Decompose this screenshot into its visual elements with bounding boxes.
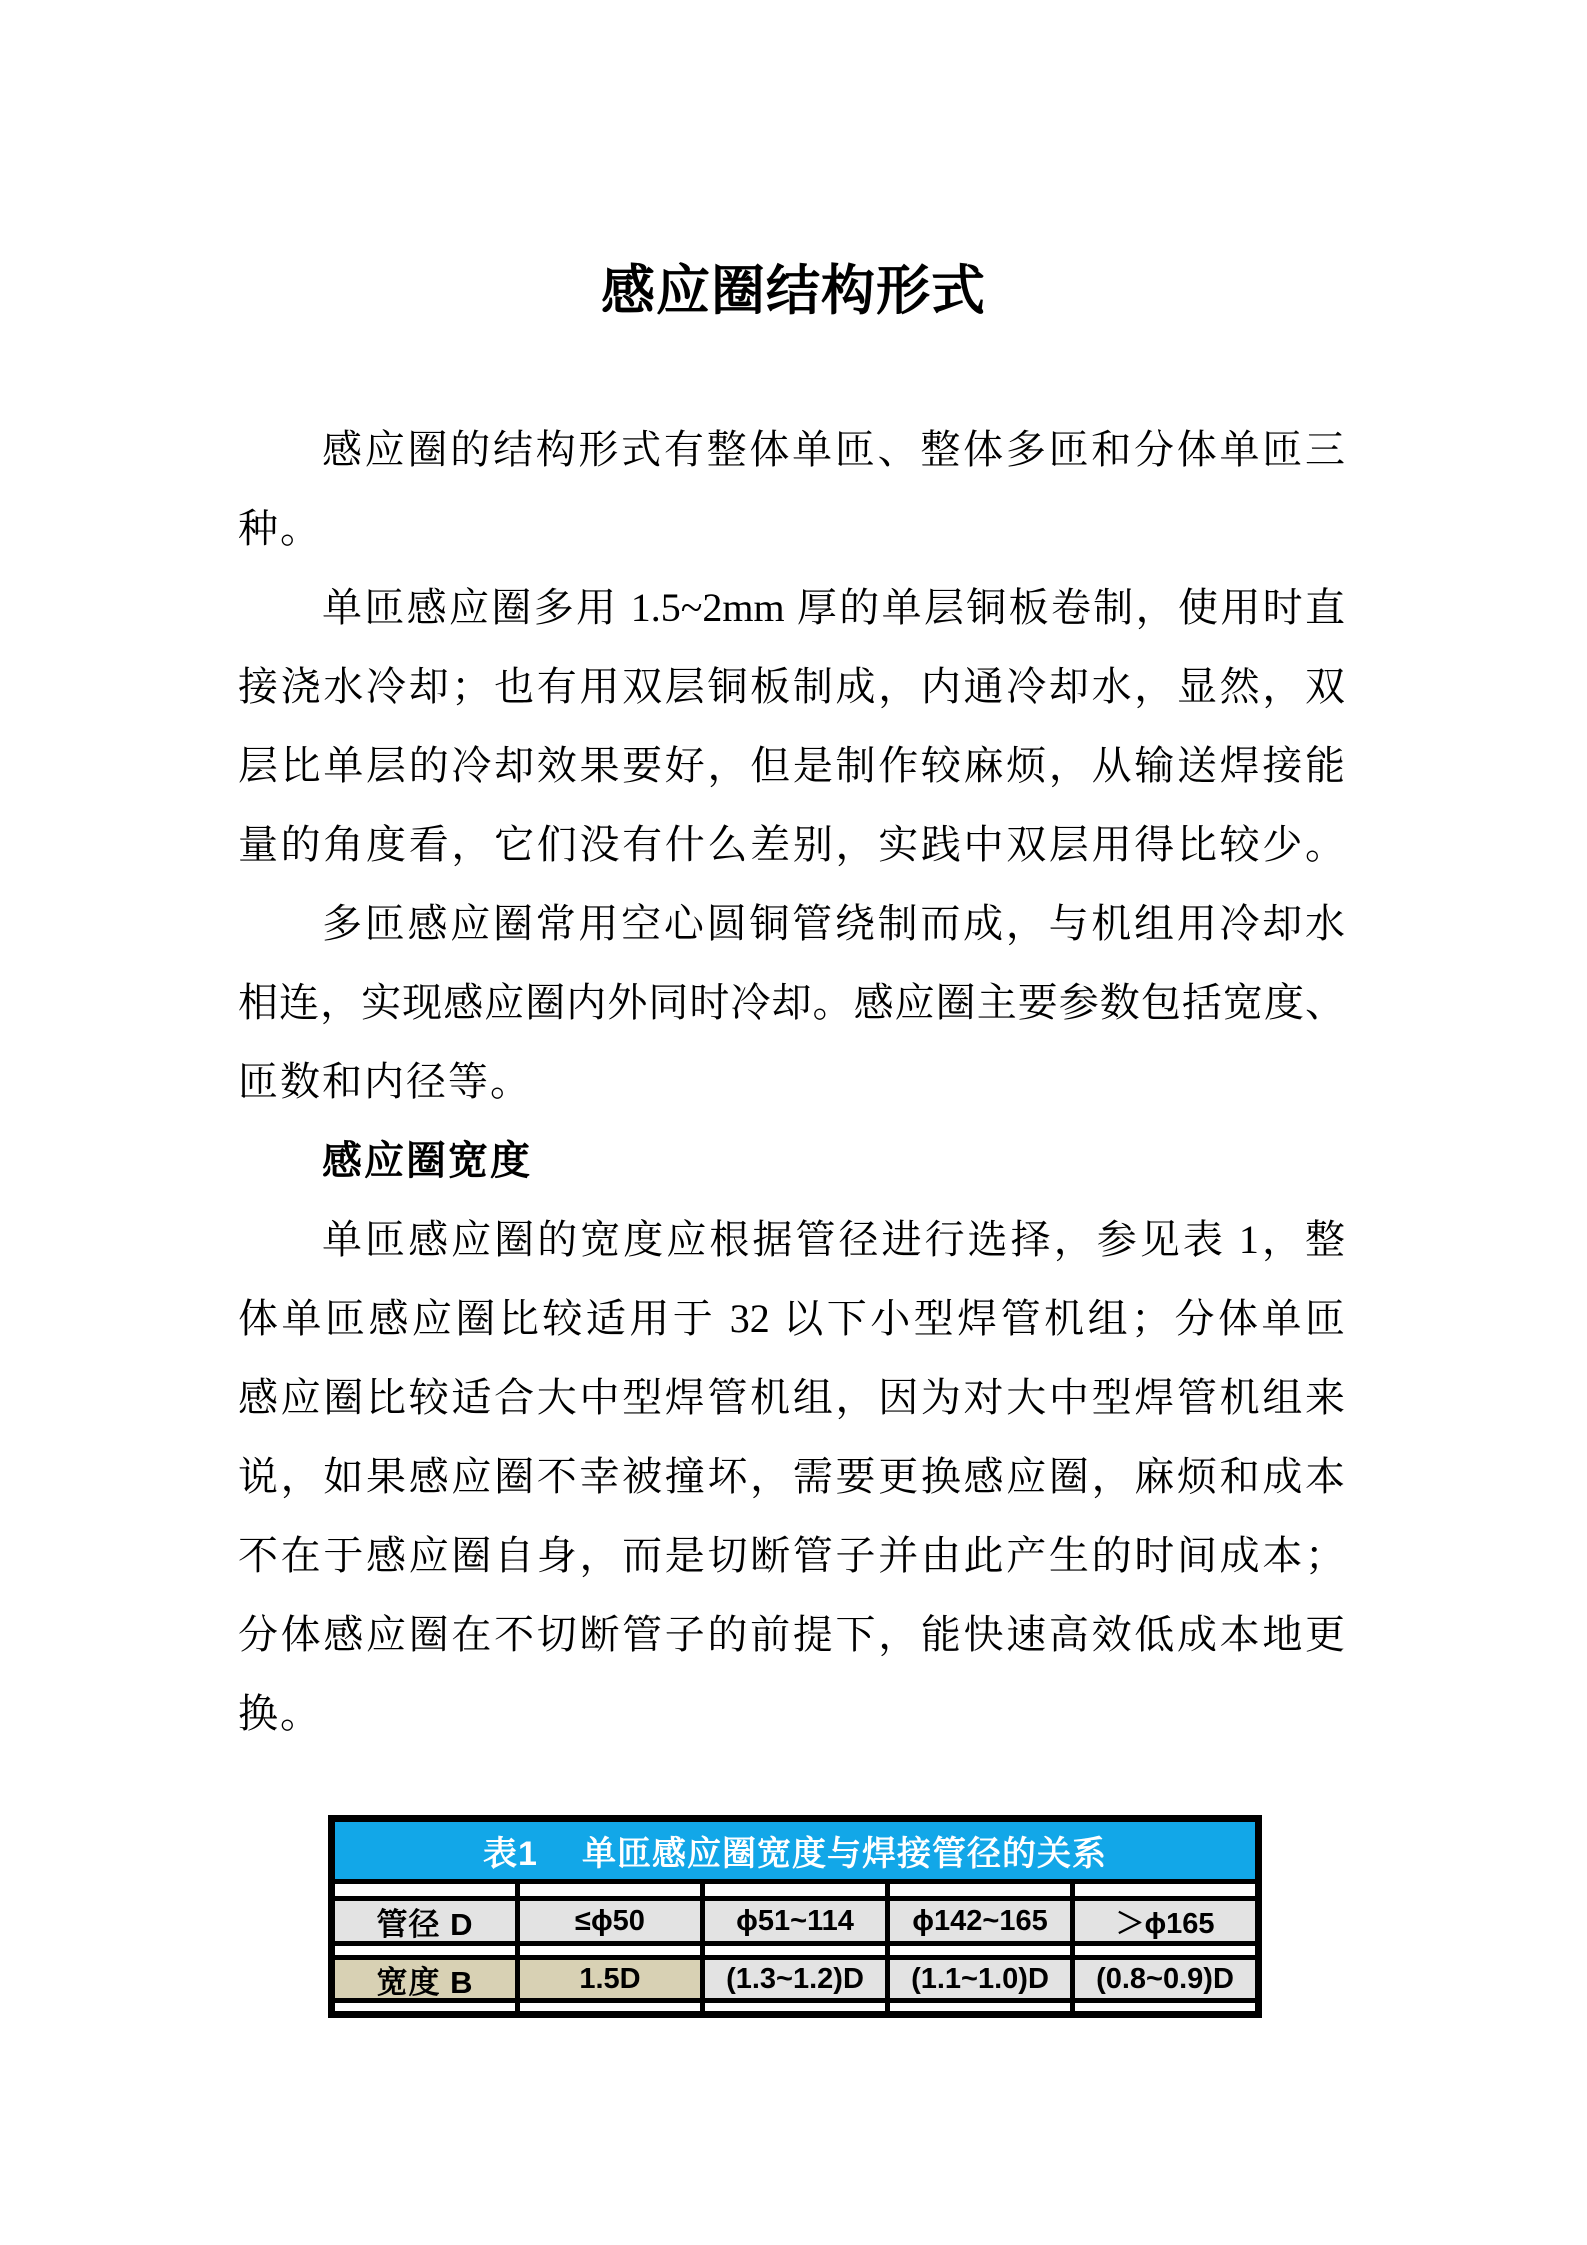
body-line: 多匝感应圈常用空心圆铜管绕制而成，与机组用冷却水 bbox=[322, 901, 1345, 946]
table-caption-label: 表1 bbox=[483, 1835, 538, 1873]
body-line: 种。 bbox=[238, 506, 322, 551]
body-line: 量的角度看，它们没有什么差别，实践中双层用得比较少。 bbox=[238, 822, 1345, 867]
table1-coil-width-vs-pipe-diameter bbox=[328, 1815, 1262, 2018]
table-row-header-width: 宽度 B bbox=[335, 1960, 515, 1998]
table-spacer-cell bbox=[890, 2003, 1070, 2011]
body-text-block bbox=[238, 410, 1345, 1753]
table-spacer-cell bbox=[1075, 1884, 1255, 1896]
table-cell: ＞ϕ165 bbox=[1075, 1901, 1255, 1941]
table-cell: (1.3~1.2)D bbox=[705, 1960, 885, 1998]
table-spacer-cell bbox=[705, 2003, 885, 2011]
table-cell: (1.1~1.0)D bbox=[890, 1960, 1070, 1998]
section-subheading: 感应圈宽度 bbox=[322, 1138, 532, 1183]
table-spacer-cell bbox=[890, 1884, 1070, 1896]
body-line: 不在于感应圈自身，而是切断管子并由此产生的时间成本； bbox=[238, 1533, 1345, 1578]
table-cell: 1.5D bbox=[520, 1960, 700, 1998]
table-spacer-cell bbox=[520, 1946, 700, 1955]
body-line: 匝数和内径等。 bbox=[238, 1059, 532, 1104]
body-line: 单匝感应圈的宽度应根据管径进行选择，参见表 1，整 bbox=[322, 1217, 1345, 1262]
page-title: 感应圈结构形式 bbox=[601, 261, 986, 321]
table-cell: ϕ142~165 bbox=[890, 1901, 1070, 1941]
table-cell: ≤ϕ50 bbox=[520, 1901, 700, 1941]
table-spacer-cell bbox=[335, 1884, 515, 1896]
body-line: 接浇水冷却；也有用双层铜板制成，内通冷却水，显然，双 bbox=[238, 664, 1345, 709]
table-spacer-cell bbox=[520, 2003, 700, 2011]
table-row-header-diameter: 管径 D bbox=[335, 1901, 515, 1941]
table-caption-title: 单匝感应圈宽度与焊接管径的关系 bbox=[581, 1835, 1107, 1873]
table-spacer-cell bbox=[335, 1946, 515, 1955]
body-line: 感应圈比较适合大中型焊管机组，因为对大中型焊管机组来 bbox=[238, 1375, 1345, 1420]
table-cell: ϕ51~114 bbox=[705, 1901, 885, 1941]
table-spacer-cell bbox=[335, 2003, 515, 2011]
body-line: 感应圈的结构形式有整体单匝、整体多匝和分体单匝三 bbox=[322, 427, 1345, 472]
table-spacer-cell bbox=[705, 1884, 885, 1896]
body-line: 单匝感应圈多用 1.5~2mm 厚的单层铜板卷制，使用时直 bbox=[322, 585, 1345, 630]
body-line: 体单匝感应圈比较适用于 32 以下小型焊管机组；分体单匝 bbox=[238, 1296, 1345, 1341]
table-spacer-cell bbox=[890, 1946, 1070, 1955]
table-spacer-cell bbox=[705, 1946, 885, 1955]
table-spacer-cell bbox=[520, 1884, 700, 1896]
body-line: 说，如果感应圈不幸被撞坏，需要更换感应圈，麻烦和成本 bbox=[238, 1454, 1345, 1499]
table-caption bbox=[335, 1822, 1255, 1879]
table-cell: (0.8~0.9)D bbox=[1075, 1960, 1255, 1998]
body-line: 换。 bbox=[238, 1691, 322, 1736]
table-spacer-cell bbox=[1075, 1946, 1255, 1955]
body-line: 分体感应圈在不切断管子的前提下，能快速高效低成本地更 bbox=[238, 1612, 1345, 1657]
body-line: 层比单层的冷却效果要好，但是制作较麻烦，从输送焊接能 bbox=[238, 743, 1345, 788]
body-line: 相连，实现感应圈内外同时冷却。感应圈主要参数包括宽度、 bbox=[238, 980, 1345, 1025]
table-spacer-cell bbox=[1075, 2003, 1255, 2011]
